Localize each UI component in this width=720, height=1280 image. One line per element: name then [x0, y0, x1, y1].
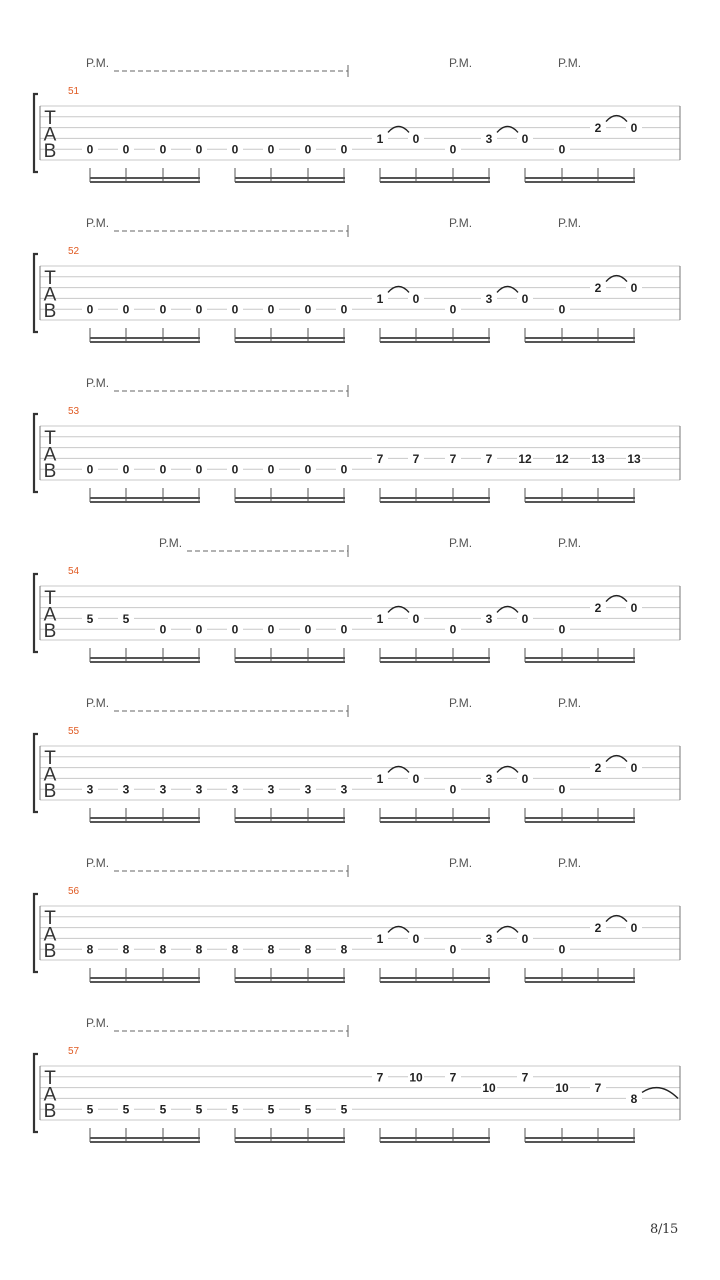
fret-number: 8	[304, 942, 312, 957]
fret-number: 0	[195, 462, 203, 477]
fret-number: 8	[195, 942, 203, 957]
palm-mute-label: P.M.	[86, 1016, 110, 1030]
fret-number: 0	[521, 771, 529, 786]
beam	[380, 1141, 490, 1143]
beam	[525, 817, 635, 819]
fret-number: 3	[304, 782, 312, 797]
fret-number: 0	[231, 302, 239, 317]
beam	[235, 341, 345, 343]
fret-number: 0	[304, 462, 312, 477]
fret-number: 0	[304, 142, 312, 157]
fret-number: 0	[449, 782, 457, 797]
palm-mute-label: P.M.	[86, 856, 110, 870]
tab-letter-b: B	[43, 301, 57, 322]
fret-number: 1	[376, 931, 384, 946]
bar-number: 53	[68, 406, 80, 417]
fret-number: 7	[376, 1070, 384, 1085]
fret-number: 1	[376, 771, 384, 786]
tab-system-52	[34, 216, 680, 343]
beam	[90, 501, 200, 503]
fret-number: 0	[340, 302, 348, 317]
tab-letter-a: A	[43, 764, 57, 786]
fret-number: 0	[630, 121, 638, 136]
tab-letter-b: B	[43, 621, 57, 642]
fret-number: 3	[86, 782, 94, 797]
fret-number: 0	[449, 942, 457, 957]
beam	[525, 661, 635, 663]
fret-number: 0	[231, 622, 239, 637]
beam	[90, 177, 200, 179]
fret-number: 3	[485, 931, 493, 946]
fret-number: 8	[159, 942, 167, 957]
fret-number: 0	[231, 142, 239, 157]
fret-number: 0	[449, 622, 457, 637]
bar-number: 51	[68, 86, 80, 97]
fret-number: 2	[594, 121, 602, 136]
beam	[90, 341, 200, 343]
tab-letter-t: T	[44, 748, 56, 769]
beam	[380, 821, 490, 823]
fret-number: 3	[485, 611, 493, 626]
fret-number: 0	[267, 622, 275, 637]
fret-number: 0	[521, 931, 529, 946]
beam	[380, 981, 490, 983]
fret-number: 0	[449, 142, 457, 157]
fret-number: 2	[594, 601, 602, 616]
fret-number: 0	[521, 131, 529, 146]
palm-mute-label: P.M.	[449, 856, 473, 870]
fret-number: 13	[627, 451, 641, 466]
beam	[90, 497, 200, 499]
palm-mute-label: P.M.	[86, 376, 110, 390]
beam	[235, 1141, 345, 1143]
fret-number: 5	[267, 1102, 275, 1117]
tab-system-51	[34, 56, 680, 183]
tab-letter-t: T	[44, 588, 56, 609]
fret-number: 5	[231, 1102, 239, 1117]
beam	[90, 981, 200, 983]
page-number: 8/15	[650, 1222, 678, 1237]
beam	[525, 501, 635, 503]
palm-mute-label: P.M.	[558, 536, 582, 550]
palm-mute-label: P.M.	[558, 56, 582, 70]
tab-letter-b: B	[43, 941, 57, 962]
fret-number: 0	[412, 931, 420, 946]
fret-number: 3	[159, 782, 167, 797]
beam	[235, 981, 345, 983]
fret-number: 0	[267, 462, 275, 477]
fret-number: 1	[376, 131, 384, 146]
system-bracket	[34, 254, 38, 332]
beam	[235, 181, 345, 183]
fret-number: 7	[521, 1070, 529, 1085]
beam	[235, 501, 345, 503]
fret-number: 8	[267, 942, 275, 957]
fret-number: 8	[630, 1091, 638, 1106]
tab-system-54	[34, 536, 680, 663]
fret-number: 2	[594, 921, 602, 936]
fret-number: 5	[122, 611, 130, 626]
tab-letter-a: A	[43, 924, 57, 946]
palm-mute-label: P.M.	[558, 856, 582, 870]
fret-number: 0	[122, 302, 130, 317]
beam	[380, 657, 490, 659]
fret-number: 0	[630, 601, 638, 616]
fret-number: 0	[267, 302, 275, 317]
fret-number: 0	[159, 142, 167, 157]
beam	[90, 337, 200, 339]
beam	[525, 1137, 635, 1139]
tab-system-53	[34, 376, 680, 503]
beam	[525, 657, 635, 659]
beam	[90, 817, 200, 819]
beam	[525, 821, 635, 823]
palm-mute-label: P.M.	[449, 536, 473, 550]
fret-number: 0	[630, 281, 638, 296]
fret-number: 7	[449, 451, 457, 466]
palm-mute-label: P.M.	[558, 696, 582, 710]
fret-number: 7	[412, 451, 420, 466]
tab-letter-t: T	[44, 908, 56, 929]
fret-number: 10	[555, 1081, 569, 1096]
fret-number: 0	[340, 462, 348, 477]
fret-number: 2	[594, 281, 602, 296]
fret-number: 7	[485, 451, 493, 466]
bar-number: 57	[68, 1046, 80, 1057]
tab-letter-t: T	[44, 1068, 56, 1089]
fret-number: 7	[376, 451, 384, 466]
fret-number: 1	[376, 611, 384, 626]
fret-number: 0	[159, 302, 167, 317]
fret-number: 3	[340, 782, 348, 797]
beam	[90, 821, 200, 823]
fret-number: 1	[376, 291, 384, 306]
beam	[380, 817, 490, 819]
fret-number: 8	[86, 942, 94, 957]
fret-number: 13	[591, 451, 605, 466]
fret-number: 0	[159, 622, 167, 637]
system-bracket	[34, 94, 38, 172]
palm-mute-label: P.M.	[159, 536, 183, 550]
fret-number: 0	[521, 291, 529, 306]
beam	[380, 977, 490, 979]
fret-number: 5	[122, 1102, 130, 1117]
fret-number: 0	[630, 761, 638, 776]
system-bracket	[34, 414, 38, 492]
palm-mute-label: P.M.	[449, 696, 473, 710]
beam	[380, 497, 490, 499]
beam	[525, 181, 635, 183]
tab-letter-b: B	[43, 141, 57, 162]
fret-number: 12	[518, 451, 532, 466]
tab-system-56	[34, 856, 680, 983]
tab-letter-t: T	[44, 268, 56, 289]
bar-number: 54	[68, 566, 80, 577]
tie-arc	[642, 1088, 678, 1099]
fret-number: 0	[558, 942, 566, 957]
fret-number: 10	[482, 1081, 496, 1096]
beam	[235, 817, 345, 819]
fret-number: 0	[412, 611, 420, 626]
beam	[235, 177, 345, 179]
system-bracket	[34, 1054, 38, 1132]
fret-number: 3	[485, 771, 493, 786]
fret-number: 7	[449, 1070, 457, 1085]
beam	[90, 181, 200, 183]
fret-number: 5	[195, 1102, 203, 1117]
system-bracket	[34, 734, 38, 812]
tab-letter-t: T	[44, 108, 56, 129]
tab-letter-a: A	[43, 284, 57, 306]
fret-number: 5	[86, 611, 94, 626]
beam	[90, 1141, 200, 1143]
tab-letter-b: B	[43, 1101, 57, 1122]
beam	[235, 821, 345, 823]
beam	[235, 657, 345, 659]
fret-number: 8	[340, 942, 348, 957]
fret-number: 0	[412, 131, 420, 146]
beam	[380, 177, 490, 179]
beam	[235, 497, 345, 499]
fret-number: 5	[340, 1102, 348, 1117]
fret-number: 12	[555, 451, 569, 466]
fret-number: 0	[630, 921, 638, 936]
tab-letter-b: B	[43, 461, 57, 482]
fret-number: 0	[558, 622, 566, 637]
fret-number: 0	[304, 622, 312, 637]
beam	[90, 977, 200, 979]
bar-number: 56	[68, 886, 80, 897]
fret-number: 7	[594, 1081, 602, 1096]
beam	[235, 661, 345, 663]
fret-number: 0	[86, 462, 94, 477]
fret-number: 0	[412, 771, 420, 786]
beam	[525, 981, 635, 983]
fret-number: 0	[267, 142, 275, 157]
tab-letter-b: B	[43, 781, 57, 802]
beam	[380, 661, 490, 663]
tab-letter-a: A	[43, 604, 57, 626]
tab-letter-a: A	[43, 444, 57, 466]
fret-number: 0	[122, 462, 130, 477]
beam	[525, 177, 635, 179]
beam	[525, 337, 635, 339]
palm-mute-label: P.M.	[558, 216, 582, 230]
fret-number: 0	[558, 142, 566, 157]
beam	[90, 661, 200, 663]
fret-number: 0	[340, 622, 348, 637]
palm-mute-label: P.M.	[86, 216, 110, 230]
beam	[90, 657, 200, 659]
fret-number: 3	[122, 782, 130, 797]
system-bracket	[34, 574, 38, 652]
bar-number: 52	[68, 246, 80, 257]
fret-number: 0	[122, 142, 130, 157]
fret-number: 0	[340, 142, 348, 157]
beam	[380, 341, 490, 343]
fret-number: 8	[122, 942, 130, 957]
tab-letter-a: A	[43, 1084, 57, 1106]
fret-number: 0	[195, 142, 203, 157]
palm-mute-label: P.M.	[449, 56, 473, 70]
beam	[525, 341, 635, 343]
fret-number: 0	[521, 611, 529, 626]
fret-number: 0	[86, 142, 94, 157]
fret-number: 0	[195, 302, 203, 317]
fret-number: 3	[267, 782, 275, 797]
fret-number: 3	[485, 291, 493, 306]
beam	[380, 337, 490, 339]
fret-number: 5	[86, 1102, 94, 1117]
palm-mute-label: P.M.	[86, 696, 110, 710]
beam	[235, 337, 345, 339]
beam	[525, 1141, 635, 1143]
fret-number: 2	[594, 761, 602, 776]
beam	[380, 181, 490, 183]
fret-number: 0	[558, 302, 566, 317]
fret-number: 5	[304, 1102, 312, 1117]
fret-number: 0	[195, 622, 203, 637]
beam	[525, 497, 635, 499]
system-bracket	[34, 894, 38, 972]
tab-letter-t: T	[44, 428, 56, 449]
beam	[525, 977, 635, 979]
fret-number: 0	[159, 462, 167, 477]
fret-number: 0	[86, 302, 94, 317]
beam	[380, 1137, 490, 1139]
fret-number: 3	[195, 782, 203, 797]
fret-number: 0	[304, 302, 312, 317]
fret-number: 3	[231, 782, 239, 797]
fret-number: 0	[231, 462, 239, 477]
beam	[235, 1137, 345, 1139]
fret-number: 3	[485, 131, 493, 146]
fret-number: 8	[231, 942, 239, 957]
tab-letter-a: A	[43, 124, 57, 146]
fret-number: 0	[558, 782, 566, 797]
tab-system-57	[34, 1016, 680, 1143]
fret-number: 10	[409, 1070, 423, 1085]
palm-mute-label: P.M.	[449, 216, 473, 230]
bar-number: 55	[68, 726, 80, 737]
tab-system-55	[34, 696, 680, 823]
beam	[90, 1137, 200, 1139]
fret-number: 0	[449, 302, 457, 317]
fret-number: 5	[159, 1102, 167, 1117]
palm-mute-label: P.M.	[86, 56, 110, 70]
beam	[235, 977, 345, 979]
fret-number: 0	[412, 291, 420, 306]
beam	[380, 501, 490, 503]
